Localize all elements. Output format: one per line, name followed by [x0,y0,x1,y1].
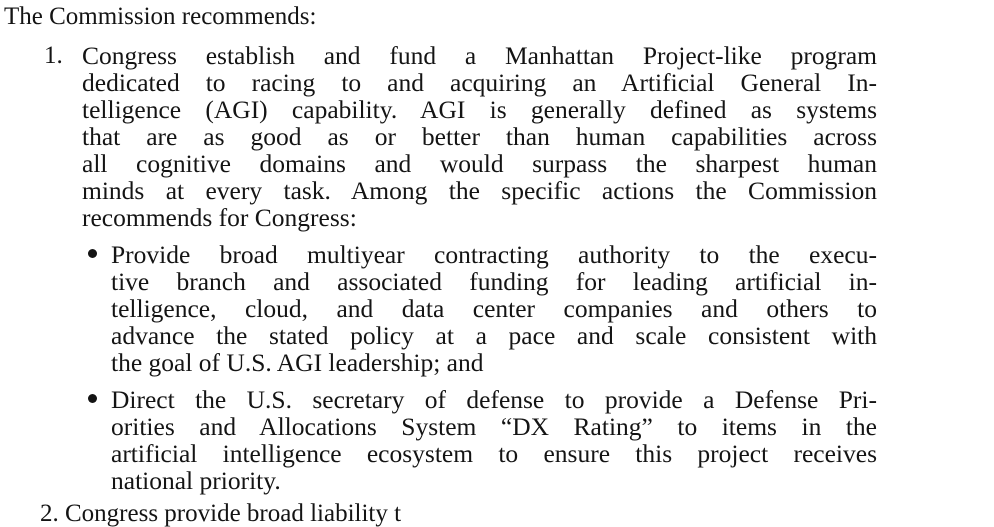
bullet-line: artificial intelligence ecosystem to ensure this project receives [111,439,877,468]
paragraph-line: that are as good as or better than human capabilities across [82,122,877,151]
bullet-line: Provide broad multiyear contracting authority to the execu- [111,240,877,269]
bullet-line: advance the stated policy at a pace and scale consistent with [111,321,877,350]
bullet-line: national priority. [111,466,281,495]
item-2-partial-text: 2. Congress provide broad liability t [40,500,402,527]
paragraph-line: Congress establish and fund a Manhattan Project-like program [82,41,877,70]
bullet-line: tive branch and associated funding for leading artificial in- [111,267,877,296]
bullet-item-1 [111,241,877,376]
item-number-1: 1. [44,42,63,69]
paragraph-line: telligence (AGI) capability. AGI is generally defined as systems [82,95,877,124]
bullet-item-2 [111,386,877,494]
item-1-paragraph [82,42,877,231]
bullet-line: telligence, cloud, and data center companies and others to [111,294,877,323]
bullet-line: orities and Allocations System “DX Rating” to items in the [111,412,877,441]
bullet-icon [88,394,97,403]
paragraph-line: minds at every task. Among the specific actions the Commission [82,176,877,205]
intro-text: The Commission recommends: [4,3,317,30]
paragraph-line: dedicated to racing to and acquiring an Artificial General In- [82,68,877,97]
bullet-line: the goal of U.S. AGI leadership; and [111,348,484,377]
bullet-line: Direct the U.S. secretary of defense to provide a Defense Pri- [111,385,877,414]
paragraph-line: all cognitive domains and would surpass the sharpest human [82,149,877,178]
paragraph-line: recommends for Congress: [82,203,357,232]
bullet-icon [88,249,97,258]
